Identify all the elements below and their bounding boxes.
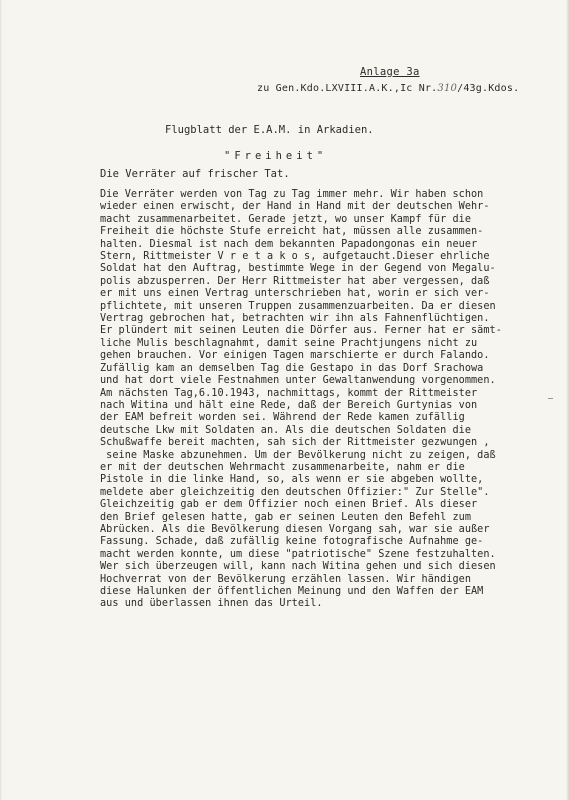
body-line: deutsche Lkw mit Soldaten an. Als die deutschen Soldaten die <box>100 424 472 436</box>
body-line: Er plündert mit seinen Leuten die Dörfer aus. Ferner hat er sämt- <box>100 325 502 337</box>
annex-ref-prefix: zu Gen.Kdo.LXVIII.A.K.,Ic Nr. <box>257 83 438 94</box>
annex-ref-suffix: /43g.Kdos. <box>457 83 520 94</box>
body-line: Gleichzeitig gab er dem Offizier noch einen Brief. Als dieser <box>100 499 478 511</box>
body-line: Soldat hat den Auftrag, bestimmte Wege in der Gegend von Megalu- <box>100 263 496 275</box>
body-line: diese Halunken der öffentlichen Meinung und den Waffen der EAM <box>100 586 484 597</box>
body-line: nach Witina und hält eine Rede, daß der Bereich Gurtynias von <box>100 399 478 411</box>
body-line: Fassung. Schade, daß zufällig keine fotografische Aufnahme ge- <box>100 536 484 548</box>
body-line: macht zusammenarbeitet. Gerade jetzt, wo unser Kampf für die <box>100 213 472 225</box>
body-line: halten. Diesmal ist nach dem bekannten Papadongonas ein neuer <box>100 238 478 250</box>
body-line: liche Mulis beschlagnahmt, damit seine Prachtjungens nicht zu <box>100 337 478 349</box>
body-line: polis abzusperren. Der Herr Rittmeister hat aber vergessen, daß <box>100 275 490 287</box>
body-line: pflichtete, mit unseren Truppen zusammenzuarbeiten. Da er diesen <box>100 300 496 312</box>
body-line: Wer sich überzeugen will, kann nach Witina gehen und sich diesen <box>100 561 496 573</box>
annex-title: Anlage 3a <box>360 66 420 78</box>
annex-reference <box>257 83 519 94</box>
body-line: Vertrag gebrochen hat, betrachten wir ihn als Fahnenflüchtigen. <box>100 313 490 325</box>
body-line: gehen brauchen. Vor einigen Tagen marschierte er durch Falando. <box>100 350 490 362</box>
leaflet-heading: Flugblatt der E.A.M. in Arkadien. <box>165 124 374 136</box>
body-line: er mit der deutschen Wehrmacht zusammenarbeite, nahm er die <box>100 461 465 473</box>
body-line: Am nächsten Tag,6.10.1943, nachmittags, kommt der Rittmeister <box>100 387 478 399</box>
body-text <box>100 189 560 611</box>
body-line: den Brief gelesen hatte, gab er seinen Leuten den Befehl zum <box>100 511 472 523</box>
body-line: macht werden konnte, um diese "patriotische" Szene festzuhalten. <box>100 548 496 560</box>
body-line: Hochverrat von der Bevölkerung erzählen lassen. Wir händigen <box>100 573 472 585</box>
body-line: seine Maske abzunehmen. Um der Bevölkerung nicht zu zeigen, daß <box>100 449 496 461</box>
body-line: wieder einen erwischt, der Hand in Hand mit der deutschen Wehr- <box>100 201 490 213</box>
body-line: Zufällig kam an demselben Tag die Gestapo in das Dorf Srachowa <box>100 362 484 374</box>
body-line: Abrücken. Als die Bevölkerung diesen Vorgang sah, war sie außer <box>100 523 490 535</box>
body-line: Schußwaffe bereit machten, sah sich der Rittmeister gezwungen , <box>100 437 490 449</box>
body-line: der EAM befreit worden sei. Während der Rede kamen zufällig <box>100 412 465 424</box>
article-subtitle: Die Verräter auf frischer Tat. <box>100 168 290 180</box>
body-line: meldete aber gleichzeitig den deutschen Offizier:" Zur Stelle". <box>100 486 490 498</box>
body-line: Pistole in die linke Hand, so, als wenn er sie abgeben wollte, <box>100 474 484 486</box>
body-line: aus und überlassen ihnen das Urteil. <box>100 598 323 610</box>
body-line: und hat dort viele Festnahmen unter Gewaltanwendung vorgenommen. <box>100 375 496 387</box>
body-line: er mit uns einen Vertrag unterschrieben hat, worin er sich ver- <box>100 288 490 300</box>
body-line: Freiheit die höchste Stufe erreicht hat, müssen alle zusammen- <box>100 226 484 238</box>
body-line: Die Verräter werden von Tag zu Tag immer mehr. Wir haben schon <box>100 189 484 200</box>
slogan: "Freiheit" <box>224 150 328 162</box>
page-edge-left <box>0 0 2 800</box>
annex-ref-number: 310 <box>437 83 458 94</box>
body-line: Stern, Rittmeister V r e t a k o s, aufgetaucht.Dieser ehrliche <box>100 251 490 263</box>
fold-mark <box>548 398 553 399</box>
